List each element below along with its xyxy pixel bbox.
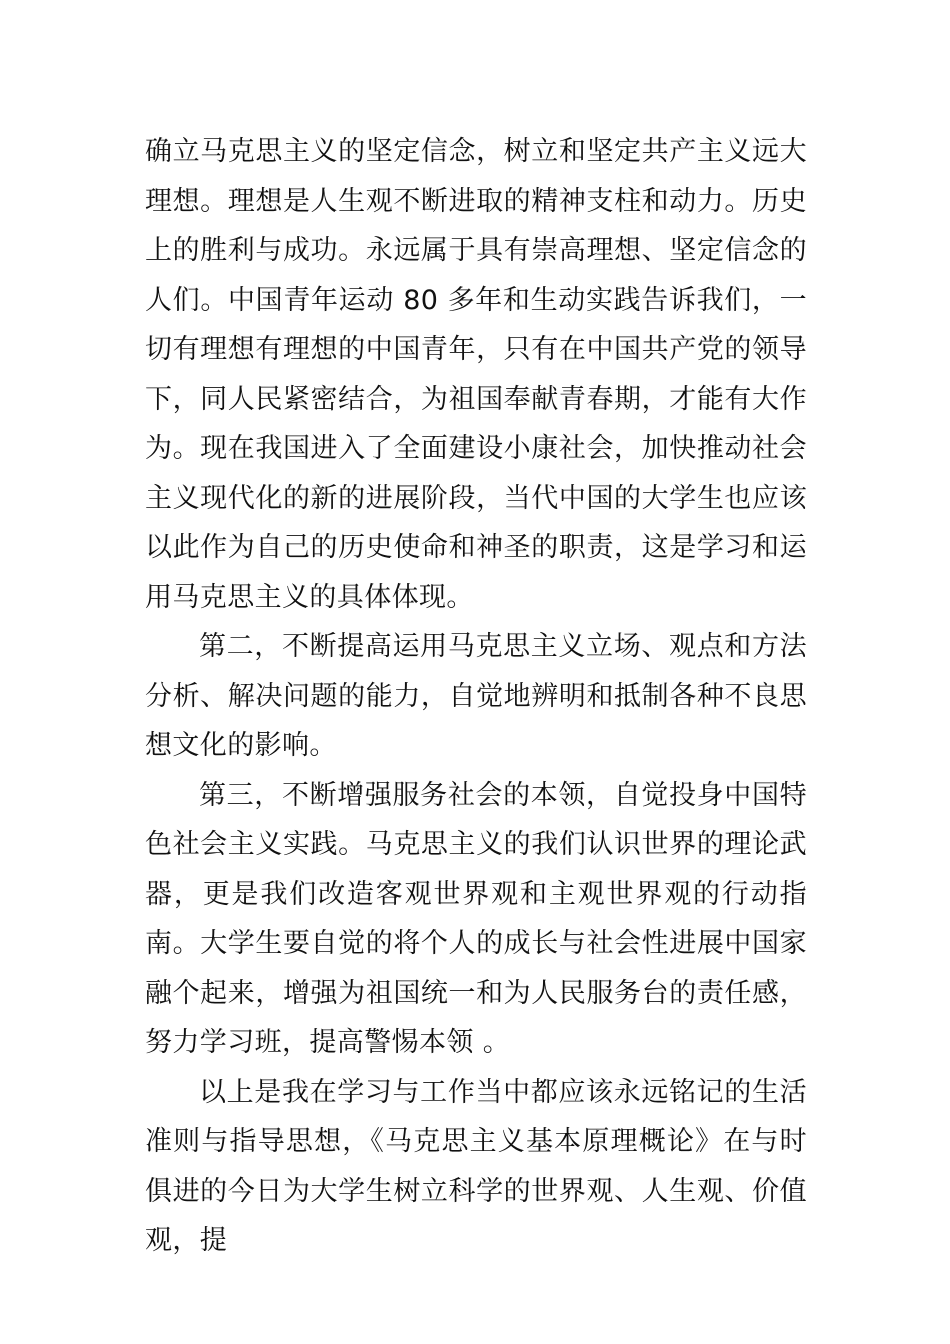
- paragraph-continued: 确立马克思主义的坚定信念，树立和坚定共产主义远大理想。理想是人生观不断进取的精神支柱和动力。历史上的胜利与成功。永远属于具有崇高理想、坚定信念的人们。中国青年运动 80 多年和生动实践告诉我们，一切有理想有理想的中国青年，只有在中国共产党的领导下，同人民紧密结合，为祖国奉献青春期，才能有大作为。现在我国进入了全面建设小康社会，加快推动社会主义现代化的新的进展阶段，当代中国的大学生也应该以此作为自己的历史使命和神圣的职责，这是学习和运用马克思主义的具体体现。: [145, 136, 807, 613]
- paragraph-conclusion: 以上是我在学习与工作当中都应该永远铭记的生活准则与指导思想，《马克思主义基本原理概论》在与时俱进的今日为大学生树立科学的世界观、人生观、价值观，提: [145, 1076, 807, 1256]
- body-text: [145, 127, 807, 1266]
- paragraph-third-point: 第三，不断增强服务社会的本领，自觉投身中国特色社会主义实践。马克思主义的我们认识世界的理论武器，更是我们改造客观世界观和主观世界观的行动指南。大学生要自觉的将个人的成长与社会性进展中国家融个起来，增强为祖国统一和为人民服务台的责任感，努力学习班，提高警惕本领 。: [145, 779, 807, 1058]
- paragraph-second-point: 第二，不断提高运用马克思主义立场、观点和方法分析、解决问题的能力，自觉地辨明和抵制各种不良思想文化的影响。: [145, 631, 807, 761]
